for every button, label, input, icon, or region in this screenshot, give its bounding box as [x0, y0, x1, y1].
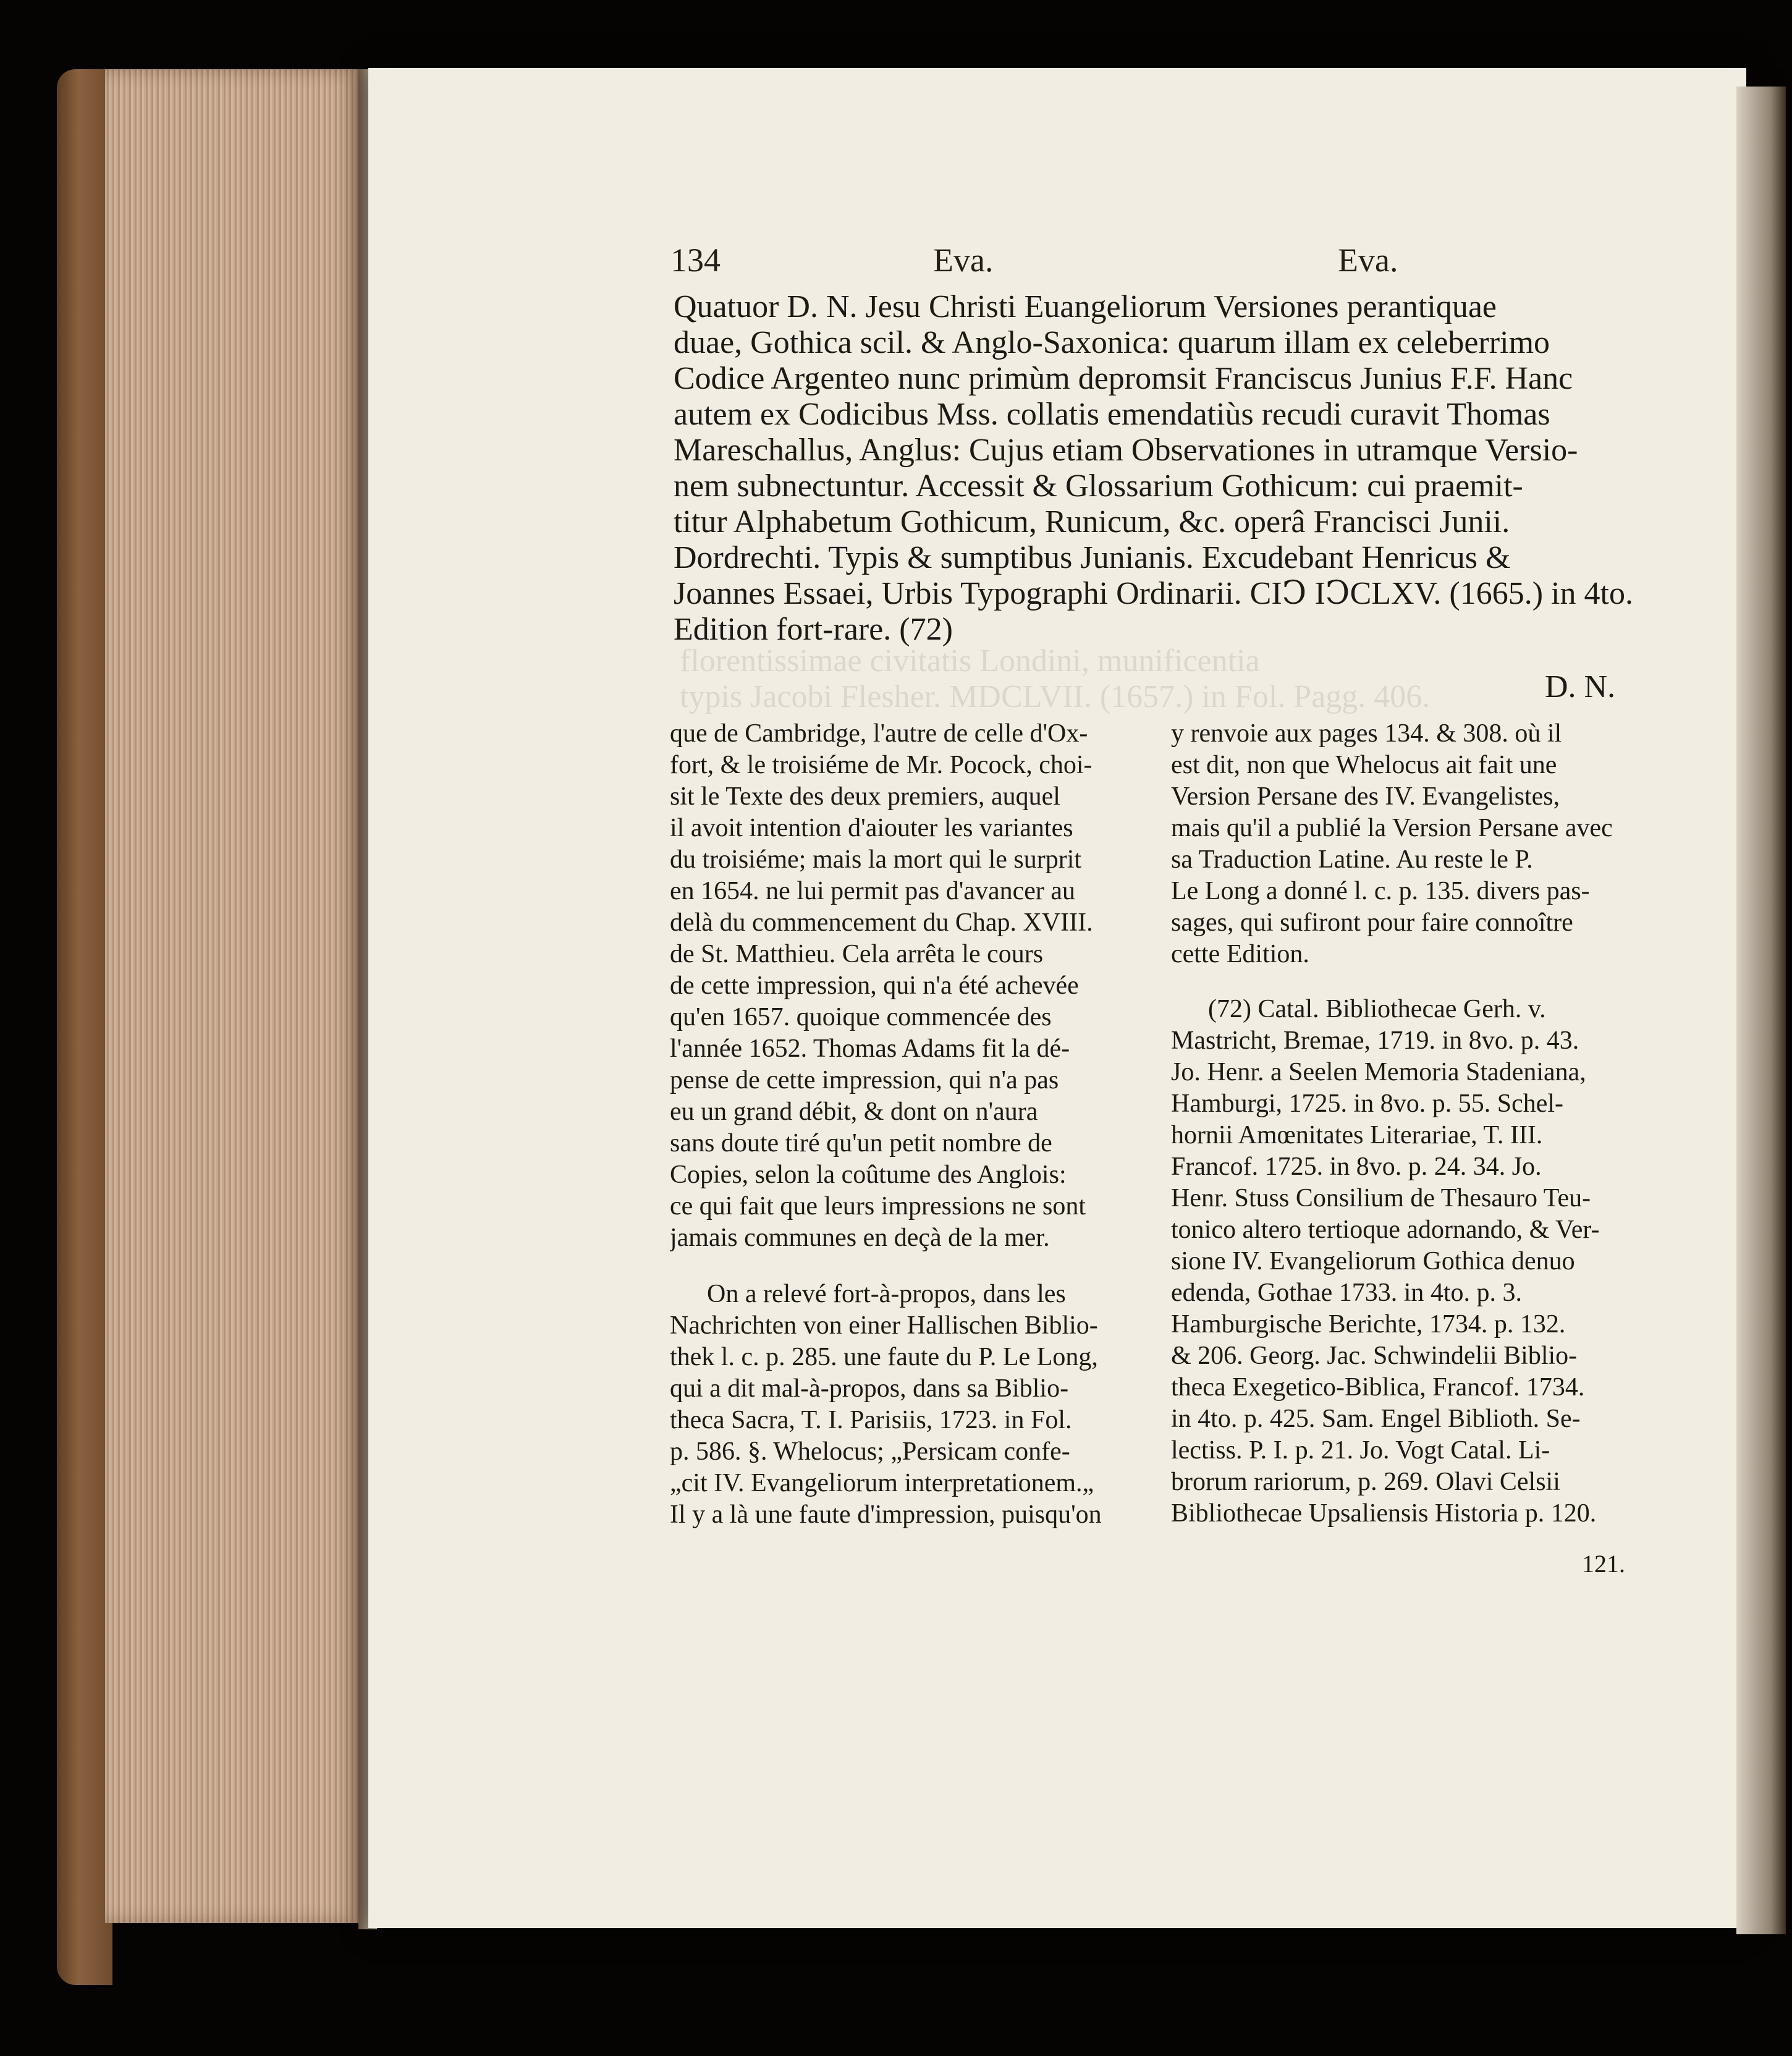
main-entry-line: Quatuor D. N. Jesu Christi Euangeliorum Versiones perantiquae — [674, 289, 1497, 324]
page-number: 134 — [670, 242, 721, 279]
text-line: „cit IV. Evangeliorum interpretationem.„ — [670, 1469, 1094, 1497]
footnote-72 — [1171, 994, 1642, 1529]
text-line: que de Cambridge, l'autre de celle d'Ox- — [670, 719, 1088, 748]
text-line: tonico altero tertioque adornando, & Ver- — [1171, 1216, 1600, 1244]
text-line: pense de cette impression, qui n'a pas — [670, 1066, 1059, 1094]
page-stack-edge — [105, 69, 365, 1923]
text-line: qui a dit mal-à-propos, dans sa Biblio- — [670, 1374, 1069, 1403]
main-entry-line: Dordrechti. Typis & sumptibus Junianis. Excudebant Henricus & — [674, 540, 1511, 575]
text-line: fort, & le troisiéme de Mr. Pocock, choi- — [670, 751, 1093, 779]
signature-number: 121. — [1582, 1550, 1625, 1578]
text-line: Version Persane des IV. Evangelistes, — [1171, 782, 1560, 811]
text-line: sione IV. Evangeliorum Gothica denuo — [1171, 1247, 1575, 1275]
text-line: thek l. c. p. 285. une faute du P. Le Long, — [670, 1343, 1098, 1371]
main-entry-line: Joannes Essaei, Urbis Typographi Ordinarii. CIↃ IↃCLXV. (1665.) in 4to. — [674, 576, 1633, 611]
text-line: y renvoie aux pages 134. & 308. où il — [1171, 719, 1562, 748]
text-line: On a relevé fort-à-propos, dans les — [707, 1280, 1066, 1308]
text-line: Il y a là une faute d'impression, puisqu'on — [670, 1500, 1102, 1529]
text-line: Hamburgische Berichte, 1734. p. 132. — [1171, 1310, 1566, 1339]
text-line: edenda, Gothae 1733. in 4to. p. 3. — [1171, 1279, 1523, 1307]
text-line: (72) Catal. Bibliothecae Gerh. v. — [1208, 995, 1546, 1023]
text-line: mais qu'il a publié la Version Persane avec — [1171, 814, 1613, 842]
text-line: & 206. Georg. Jac. Schwindelii Biblio- — [1171, 1342, 1578, 1370]
text-line: Copies, selon la coûtume des Anglois: — [670, 1161, 1067, 1189]
text-line: theca Exegetico-Biblica, Francof. 1734. — [1171, 1373, 1585, 1402]
text-line: sit le Texte des deux premiers, auquel — [670, 782, 1060, 811]
main-entry-line: nem subnectuntur. Accessit & Glossarium Gothicum: cui praemit- — [674, 468, 1523, 504]
text-line: Mastricht, Bremae, 1719. in 8vo. p. 43. — [1171, 1026, 1579, 1055]
text-line: in 4to. p. 425. Sam. Engel Biblioth. Se- — [1171, 1405, 1581, 1433]
text-line: Bibliothecae Upsaliensis Historia p. 120. — [1171, 1499, 1597, 1528]
main-entry-line: Mareschallus, Anglus: Cujus etiam Observationes in utramque Versio- — [674, 433, 1578, 468]
text-line: ce qui fait que leurs impressions ne sont — [670, 1192, 1086, 1220]
text-line: hornii Amœnitates Literariae, T. III. — [1171, 1121, 1543, 1149]
main-entry-line: duae, Gothica scil. & Anglo-Saxonica: quarum illam ex celeberrimo — [674, 325, 1550, 360]
right-paragraph-1 — [1171, 718, 1642, 970]
main-entry-line: autem ex Codicibus Mss. collatis emendatiùs recudi curavit Thomas — [674, 397, 1550, 432]
main-entry-line: titur Alphabetum Gothicum, Runicum, &c. operâ Francisci Junii. — [674, 504, 1510, 539]
text-line: sa Traduction Latine. Au reste le P. — [1171, 845, 1533, 874]
bleed-through-text-2: typis Jacobi Flesher. MDCLVII. (1657.) in Fol. Pagg. 406. — [680, 679, 1431, 714]
text-line: Francof. 1725. in 8vo. p. 24. 34. Jo. — [1171, 1153, 1542, 1181]
running-head-center: Eva. — [933, 242, 994, 279]
text-line: Nachrichten von einer Hallischen Biblio- — [670, 1311, 1098, 1340]
main-entry-line: Codice Argenteo nunc primùm depromsit Franciscus Junius F.F. Hanc — [674, 361, 1573, 396]
book-cover-edge — [57, 69, 112, 1985]
left-column — [670, 718, 1143, 1531]
running-head-right: Eva. — [1338, 242, 1398, 279]
text-line: eu un grand débit, & dont on n'aura — [670, 1098, 1038, 1126]
text-line: Henr. Stuss Consilium de Thesauro Teu- — [1171, 1184, 1591, 1212]
text-line: brorum rariorum, p. 269. Olavi Celsii — [1171, 1468, 1560, 1496]
text-line: de cette impression, qui n'a été achevée — [670, 971, 1079, 1000]
text-line: en 1654. ne lui permit pas d'avancer au — [670, 877, 1076, 905]
right-column — [1171, 718, 1642, 1529]
text-line: cette Edition. — [1171, 940, 1309, 968]
text-line: theca Sacra, T. I. Parisiis, 1723. in Fol. — [670, 1406, 1072, 1434]
text-line: jamais communes en deçà de la mer. — [670, 1224, 1050, 1252]
text-line: Le Long a donné l. c. p. 135. divers pas- — [1171, 877, 1590, 905]
catchword-marker: D. N. — [1545, 669, 1616, 704]
text-line: p. 586. §. Whelocus; „Persicam confe- — [670, 1437, 1070, 1466]
text-line: Jo. Henr. a Seelen Memoria Stadeniana, — [1171, 1058, 1586, 1086]
text-line: de St. Matthieu. Cela arrêta le cours — [670, 940, 1044, 968]
text-line: du troisiéme; mais la mort qui le surprit — [670, 845, 1082, 874]
text-line: l'année 1652. Thomas Adams fit la dé- — [670, 1034, 1070, 1063]
text-line: qu'en 1657. quoique commencée des — [670, 1003, 1052, 1031]
main-entry-line: Edition fort-rare. (72) — [674, 612, 953, 647]
text-line: sages, qui sufiront pour faire connoître — [1171, 908, 1573, 937]
text-line: Hamburgi, 1725. in 8vo. p. 55. Schel- — [1171, 1089, 1564, 1118]
text-line: est dit, non que Whelocus ait fait une — [1171, 751, 1557, 779]
text-line: il avoit intention d'aiouter les variantes — [670, 814, 1073, 842]
bleed-through-text: florentissimae civitatis Londini, munificentia — [680, 643, 1260, 679]
text-line: delà du commencement du Chap. XVIII. — [670, 908, 1093, 937]
left-paragraph-1 — [670, 718, 1143, 1254]
facing-page-edge — [1736, 87, 1786, 1934]
text-line: sans doute tiré qu'un petit nombre de — [670, 1129, 1052, 1157]
main-entry — [674, 289, 1638, 648]
text-line: lectiss. P. I. p. 21. Jo. Vogt Catal. Li- — [1171, 1436, 1550, 1465]
left-paragraph-2 — [670, 1279, 1143, 1531]
